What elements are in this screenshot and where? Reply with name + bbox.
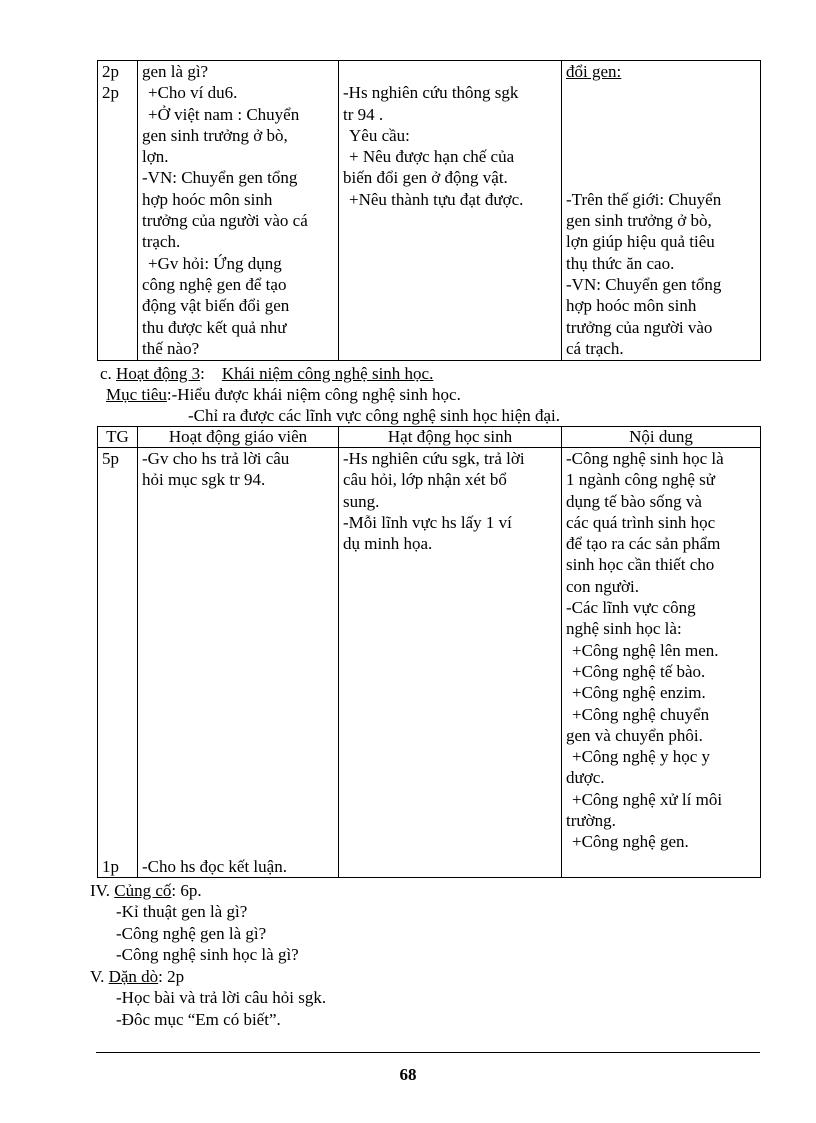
activity-3-goal-2: -Chỉ ra được các lĩnh vực công nghệ sinh học hiện đại. <box>188 406 561 425</box>
section-5-heading: V. Dặn dò: 2p <box>90 967 185 986</box>
section-4-list <box>116 901 299 966</box>
list-item: -Kỉ thuật gen là gì? <box>116 902 248 921</box>
activity-table-continued <box>97 60 761 361</box>
list-item: -Đôc mục “Em có biết”. <box>116 1009 281 1029</box>
section-5-list <box>116 987 326 1030</box>
tg-column: 5p 1p <box>98 448 138 878</box>
header-content: Nội dung <box>562 427 761 448</box>
teacher-activity-column: gen là gì? +Cho ví du6. +Ở việt nam : Chuyển gen sinh trưởng ở bò, lợn. -VN: Chuyển gen tổng hợp hoóc môn sinh trưởng của người vào cá trạch. +Gv hỏi: Ứng dụng công nghệ gen để tạo động vật biến đổi gen thu được kết quả như thế nào? <box>138 61 339 361</box>
section-4-heading: IV. Củng cố: 6p. <box>90 881 202 900</box>
header-teacher: Hoạt động giáo viên <box>138 427 339 448</box>
activity-3-goal: Mục tiêu:-Hiểu được khái niệm công nghệ sinh học. <box>106 385 461 404</box>
list-item: -Học bài và trả lời câu hỏi sgk. <box>116 988 327 1007</box>
list-item: -Công nghệ sinh học là gì? <box>116 945 299 964</box>
student-activity-column: -Hs nghiên cứu thông sgk tr 94 . Yêu cầu: + Nêu được hạn chế của biến đổi gen ở động vật. +Nêu thành tựu đạt được. <box>339 61 562 361</box>
page-number: 68 <box>399 1065 417 1084</box>
footer-divider <box>96 1052 760 1053</box>
activity-3-table <box>97 426 761 878</box>
header-tg: TG <box>98 427 138 448</box>
activity-3-title: Khái niệm công nghệ sinh học. <box>221 364 434 383</box>
content-column: đổi gen: -Trên thế giới: Chuyển gen sinh trưởng ở bò, lợn giúp hiệu quả tiêu thụ thức ăn cao. -VN: Chuyển gen tổng hợp hoóc môn sinh trưởng của người vào cá trạch. <box>562 61 761 361</box>
list-item: -Công nghệ gen là gì? <box>116 923 267 943</box>
activity-3-heading: c. Hoạt động 3: Khái niệm công nghệ sinh học. <box>100 364 434 383</box>
teacher-activity-column: -Gv cho hs trả lời câu hỏi mục sgk tr 94. -Cho hs đọc kết luận. <box>138 448 339 878</box>
content-column: -Công nghệ sinh học là 1 ngành công nghệ sử dụng tế bào sống và các quá trình sinh học để tạo ra các sản phẩm sinh học cần thiết cho con người. -Các lĩnh vực công nghệ sinh học là: +Công nghệ lên men. +Công nghệ tế bào. +Công nghệ enzim. +Công nghệ chuyển gen và chuyển phôi. +Công nghệ y học y dược. +Công nghệ xử lí môi trường. +Công nghệ gen. <box>562 448 761 878</box>
tg-column: 2p 2p <box>98 61 138 361</box>
header-student: Hạt động học sinh <box>339 427 562 448</box>
student-activity-column: -Hs nghiên cứu sgk, trả lời câu hỏi, lớp nhận xét bổ sung. -Mỗi lĩnh vực hs lấy 1 ví dụ minh họa. <box>339 448 562 878</box>
